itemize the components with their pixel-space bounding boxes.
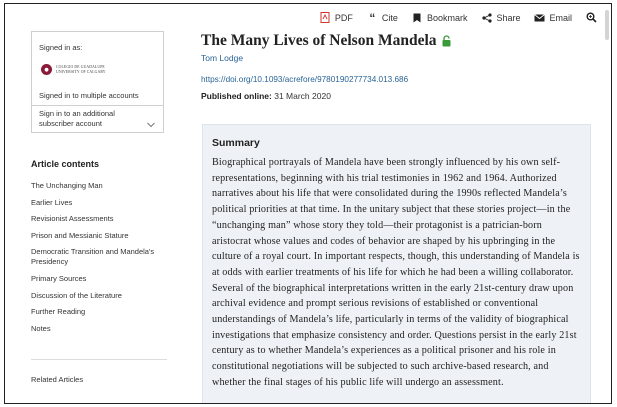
contents-item-discussion[interactable]: Discussion of the Literature: [31, 290, 122, 300]
summary-text: Biographical portrayals of Mandela have been strongly influenced by his own self-representations, beginning with his trial testimonies in 1962 and 1964. Authorized narratives about his life that were consolidated during the 1990s reflected Mandela’s political priorities at that time. In the unitary subject that these stories project—in the “unchanging man” whose story they told—their protagonist is a patrician-born aristocrat whose values and codes of behavior are shaped by his upbringing in the culture of a royal court. In important respects, though, this understanding of Mandela is at odds with earlier treatments of his life for which he had been a willing collaborator. Several of the biographical interpretations written in the early 21st-century draw upon archival evidence and prompt serious revisions of established or conventional understandings of Mandela’s life, particularly in terms of the validity of biographical investigations that emphasize consistency and order. Questions persist in the early 21st century as to whether Mandela’s experiences as a political prisoner and his role in constitutional negotiations will be subjected to such archive-based research, and whether the final stages of his public life will undergo an assessment.: [212, 157, 580, 388]
institution-name-line2: UNIVERSITY OF CALGARY: [56, 69, 106, 74]
article-title: The Many Lives of Nelson Mandela: [201, 32, 437, 49]
published-value: 31 March 2020: [274, 91, 331, 101]
multiple-accounts-label: Signed in to multiple accounts: [39, 91, 139, 100]
article-contents-list: [31, 181, 171, 340]
pdf-button[interactable]: [320, 12, 353, 23]
share-icon: [481, 12, 492, 23]
contents-item-democratic-transition[interactable]: Democratic Transition and Mandela's Presidency: [31, 247, 155, 267]
published-label: Published online:: [201, 91, 272, 101]
lock-icon: [442, 35, 451, 47]
contents-item-revisionist[interactable]: Revisionist Assessments: [31, 214, 114, 224]
summary-heading: Summary: [212, 137, 260, 149]
bookmark-button[interactable]: [412, 12, 468, 23]
author-link[interactable]: Tom Lodge: [201, 53, 244, 63]
article-contents-title: Article contents: [31, 159, 100, 169]
scrollbar[interactable]: [605, 10, 609, 40]
contents-item-primary-sources[interactable]: Primary Sources: [31, 273, 87, 283]
subscriber-signin-link[interactable]: Sign in to an additional subscriber account: [39, 109, 115, 128]
bookmark-label: Bookmark: [426, 12, 468, 23]
published-date: [201, 91, 331, 101]
envelope-icon: [534, 12, 545, 23]
quote-icon: “: [369, 10, 376, 25]
signin-panel: [31, 31, 164, 133]
contents-item-earlier-lives[interactable]: Earlier Lives: [31, 197, 73, 207]
contents-item-further-reading[interactable]: Further Reading: [31, 307, 86, 317]
seal-icon: ●: [41, 64, 52, 75]
cite-label: Cite: [381, 12, 398, 23]
divider: [31, 359, 167, 360]
institution-logo: [41, 64, 106, 75]
chevron-down-icon[interactable]: [147, 115, 155, 123]
divider: [32, 105, 163, 106]
pdf-label: PDF: [334, 12, 353, 23]
search-icon: [586, 12, 597, 23]
email-button[interactable]: [534, 12, 572, 23]
bookmark-icon: [412, 12, 423, 23]
share-label: Share: [496, 12, 521, 23]
article-toolbar: [320, 12, 597, 23]
doi-link[interactable]: https://doi.org/10.1093/acrefore/9780190277734.013.686: [201, 75, 409, 84]
pdf-icon: [320, 12, 331, 23]
institution-name-line1: COLEGIO DE GUADALUPE: [56, 65, 105, 70]
search-button[interactable]: [586, 12, 597, 23]
summary-panel: [202, 124, 591, 404]
related-articles-link[interactable]: Related Articles: [31, 375, 84, 384]
page-frame: [4, 3, 612, 404]
email-label: Email: [549, 12, 572, 23]
contents-item-prison[interactable]: Prison and Messianic Stature: [31, 230, 129, 240]
share-button[interactable]: [481, 12, 520, 23]
contents-item-unchanging-man[interactable]: The Unchanging Man: [31, 181, 103, 190]
signed-in-label: Signed in as:: [39, 43, 83, 52]
article-title-row: [201, 32, 451, 50]
contents-item-notes[interactable]: Notes: [31, 323, 51, 333]
cite-button[interactable]: [367, 12, 398, 23]
